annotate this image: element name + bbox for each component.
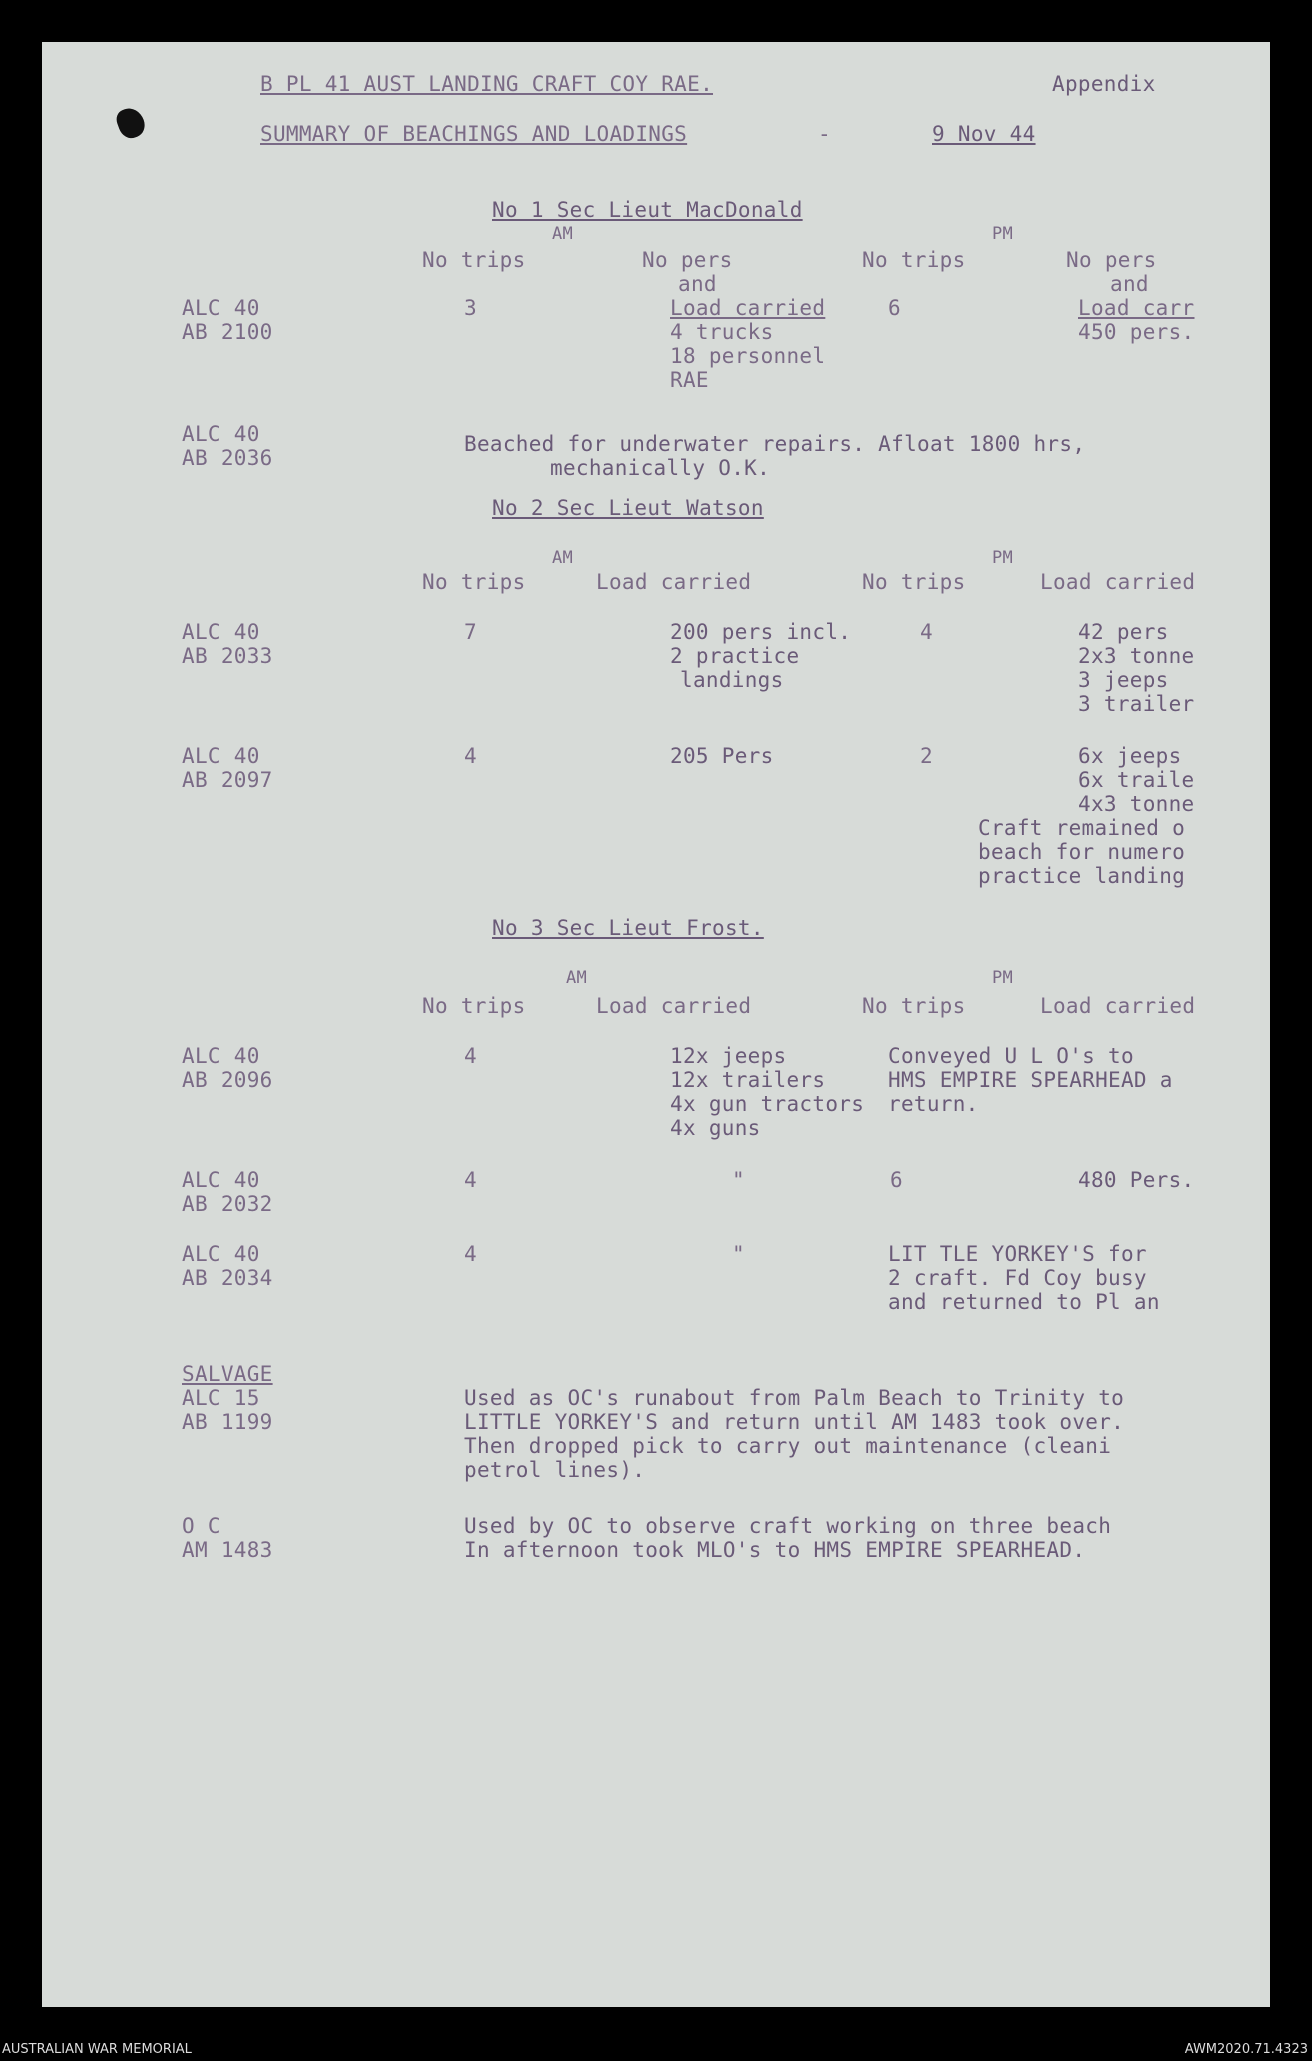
sec2-pm-label: PM <box>992 548 1014 568</box>
summary-title: SUMMARY OF BEACHINGS AND LOADINGS <box>260 122 688 146</box>
pm-load-line: 4x3 tonne <box>1078 792 1195 816</box>
footer-reference: AWM2020.71.4323 <box>1184 2042 1308 2057</box>
am-trips: 3 <box>464 296 477 320</box>
craft-label: ALC 40 <box>182 296 260 320</box>
sec3-col-trips-am: No trips <box>422 994 526 1018</box>
sec2-col-load-am: Load carried <box>596 570 752 594</box>
pm-trips: 4 <box>920 620 933 644</box>
pm-note-line: practice landing <box>978 864 1186 888</box>
am-load-line: 18 personnel <box>670 344 826 368</box>
craft-label: ALC 40 <box>182 422 260 446</box>
sec2-col-trips-am: No trips <box>422 570 526 594</box>
sec1-col-trips-pm: No trips <box>862 248 966 272</box>
ab-number: AM 1483 <box>182 1538 273 1562</box>
section-3-heading: No 3 Sec Lieut Frost. <box>492 916 764 940</box>
ab-number: AB 2036 <box>182 446 273 470</box>
am-load: 205 Pers <box>670 744 774 768</box>
pm-note-line: beach for numero <box>978 840 1186 864</box>
am-trips: 4 <box>464 1044 477 1068</box>
pm-trips: 6 <box>890 1168 903 1192</box>
note-line: In afternoon took MLO's to HMS EMPIRE SPEARHEAD. <box>464 1538 1086 1562</box>
am-trips: 4 <box>464 744 477 768</box>
am-load-line: 2 practice <box>670 644 800 668</box>
sec2-col-load-pm: Load carried <box>1040 570 1196 594</box>
pm-note-line: return. <box>888 1092 979 1116</box>
am-load-line: 12x jeeps <box>670 1044 787 1068</box>
pm-trips: 6 <box>888 296 901 320</box>
craft-label: ALC 40 <box>182 1168 260 1192</box>
am-load-line: 4 trucks <box>670 320 774 344</box>
pm-note-line: 2 craft. Fd Coy busy <box>888 1266 1147 1290</box>
pm-note-line: and returned to Pl an <box>888 1290 1160 1314</box>
note-line: Beached for underwater repairs. Afloat 1800 hrs, <box>464 432 1086 456</box>
craft-label: ALC 40 <box>182 744 260 768</box>
ab-number: AB 2100 <box>182 320 273 344</box>
note-line: Used as OC's runabout from Palm Beach to Trinity to <box>464 1386 1125 1410</box>
pm-load-line: 2x3 tonne <box>1078 644 1195 668</box>
sec1-col-and-am: and <box>678 272 717 296</box>
craft-label: ALC 40 <box>182 620 260 644</box>
pm-load-line: 42 pers <box>1078 620 1169 644</box>
craft-label: ALC 15 <box>182 1386 260 1410</box>
sec2-col-trips-pm: No trips <box>862 570 966 594</box>
unit-title: B PL 41 AUST LANDING CRAFT COY RAE. <box>260 72 714 96</box>
pm-trips: 2 <box>920 744 933 768</box>
am-load-line: 200 pers incl. <box>670 620 852 644</box>
sec3-pm-label: PM <box>992 968 1014 988</box>
am-trips: 4 <box>464 1242 477 1266</box>
pm-note-line: Craft remained o <box>978 816 1186 840</box>
sec1-col-and-pm: and <box>1110 272 1149 296</box>
date: 9 Nov 44 <box>932 122 1036 146</box>
ab-number: AB 2034 <box>182 1266 273 1290</box>
pm-note-line: LIT TLE YORKEY'S for <box>888 1242 1147 1266</box>
sec2-am-label: AM <box>552 548 574 568</box>
am-load-line: 4x gun tractors <box>670 1092 865 1116</box>
am-load-line: 4x guns <box>670 1116 761 1140</box>
sec3-col-trips-pm: No trips <box>862 994 966 1018</box>
am-load-line: RAE <box>670 368 709 392</box>
am-trips: 7 <box>464 620 477 644</box>
ditto-mark: " <box>732 1242 745 1266</box>
pm-note-line: HMS EMPIRE SPEARHEAD a <box>888 1068 1173 1092</box>
appendix-label: Appendix <box>1052 72 1156 96</box>
note-line: Then dropped pick to carry out maintenance (cleani <box>464 1434 1112 1458</box>
sec1-col-load-pm: Load carr <box>1078 296 1195 320</box>
note-line: LITTLE YORKEY'S and return until AM 1483 took over. <box>464 1410 1125 1434</box>
pm-note-line: Conveyed U L O's to <box>888 1044 1134 1068</box>
sec1-col-trips-am: No trips <box>422 248 526 272</box>
am-load-line: 12x trailers <box>670 1068 826 1092</box>
sec3-col-load-am: Load carried <box>596 994 752 1018</box>
sec1-am-label: AM <box>552 224 574 244</box>
sec1-pm-label: PM <box>992 224 1014 244</box>
sec1-col-pers-am: No pers <box>642 248 733 272</box>
pm-load-line: 6x jeeps <box>1078 744 1182 768</box>
craft-label: ALC 40 <box>182 1242 260 1266</box>
pm-load-line: 3 trailer <box>1078 692 1195 716</box>
sec1-col-load-am: Load carried <box>670 296 826 320</box>
craft-label: O C <box>182 1514 221 1538</box>
sec3-am-label: AM <box>566 968 588 988</box>
section-2-heading: No 2 Sec Lieut Watson <box>492 496 764 520</box>
title-dash: - <box>818 122 831 146</box>
ditto-mark: " <box>732 1168 745 1192</box>
ab-number: AB 2033 <box>182 644 273 668</box>
ab-number: AB 1199 <box>182 1410 273 1434</box>
note-line: mechanically O.K. <box>550 456 771 480</box>
salvage-heading: SALVAGE <box>182 1362 273 1386</box>
am-load-line: landings <box>680 668 784 692</box>
note-line: petrol lines). <box>464 1458 646 1482</box>
sec1-col-pers-pm: No pers <box>1066 248 1157 272</box>
ab-number: AB 2097 <box>182 768 273 792</box>
section-1-heading: No 1 Sec Lieut MacDonald <box>492 198 803 222</box>
craft-label: ALC 40 <box>182 1044 260 1068</box>
sec3-col-load-pm: Load carried <box>1040 994 1196 1018</box>
pm-load: 480 Pers. <box>1078 1168 1195 1192</box>
pm-load-line: 3 jeeps <box>1078 668 1169 692</box>
am-trips: 4 <box>464 1168 477 1192</box>
ab-number: AB 2096 <box>182 1068 273 1092</box>
note-line: Used by OC to observe craft working on three beach <box>464 1514 1112 1538</box>
pm-load-line: 6x traile <box>1078 768 1195 792</box>
footer-institution: AUSTRALIAN WAR MEMORIAL <box>2 2042 192 2057</box>
ab-number: AB 2032 <box>182 1192 273 1216</box>
pm-load: 450 pers. <box>1078 320 1195 344</box>
